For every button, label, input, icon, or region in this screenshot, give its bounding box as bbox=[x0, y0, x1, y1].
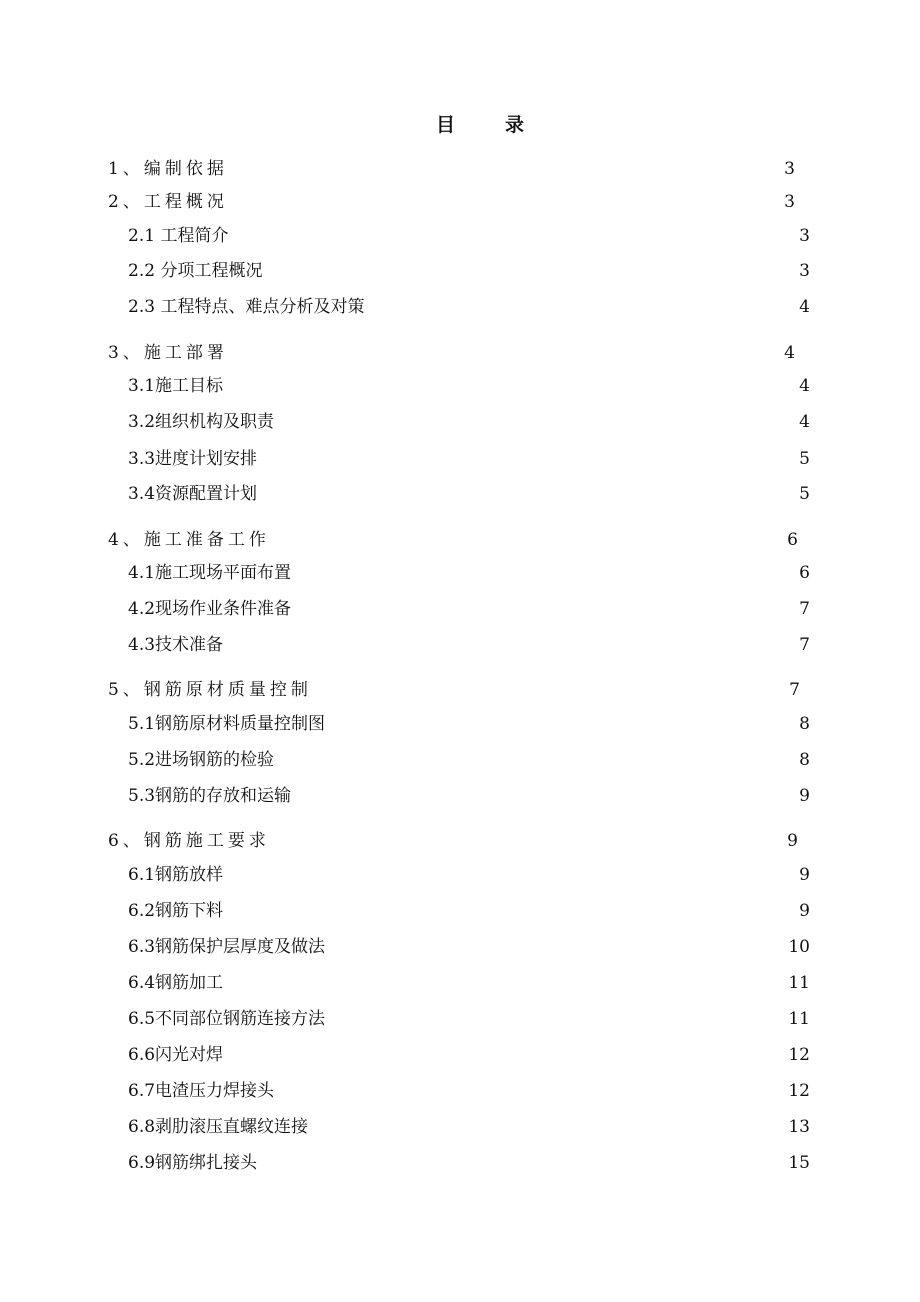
toc-entry-label: 1、编制依据 bbox=[108, 159, 228, 179]
toc-entry[interactable] bbox=[0, 560, 920, 586]
toc-entry-page: 9 bbox=[799, 865, 810, 885]
toc-title-char-1: 目 bbox=[435, 114, 455, 136]
toc-entry[interactable] bbox=[0, 747, 920, 773]
toc-entry-page: 4 bbox=[799, 376, 810, 396]
toc-entry[interactable] bbox=[0, 1042, 920, 1068]
toc-entry-label: 6.2钢筋下料 bbox=[128, 901, 224, 921]
toc-entry-label: 6、钢筋施工要求 bbox=[108, 831, 270, 851]
toc-entry-label: 3.2组织机构及职责 bbox=[128, 412, 275, 432]
toc-entry-label: 2.2 分项工程概况 bbox=[128, 261, 263, 281]
toc-entry-label: 2.3 工程特点、难点分析及对策 bbox=[128, 297, 365, 317]
toc-entry-page: 9 bbox=[799, 901, 810, 921]
toc-entry-page: 4 bbox=[799, 412, 810, 432]
toc-entry[interactable] bbox=[0, 258, 920, 284]
toc-entry-page: 13 bbox=[788, 1117, 810, 1137]
toc-entry-page: 3 bbox=[799, 226, 810, 246]
toc-entry[interactable] bbox=[0, 481, 920, 507]
toc-entry[interactable] bbox=[0, 677, 920, 703]
toc-entry[interactable] bbox=[0, 1006, 920, 1032]
toc-entry[interactable] bbox=[0, 340, 920, 366]
toc-entry[interactable] bbox=[0, 828, 920, 854]
toc-entry-page: 8 bbox=[799, 750, 810, 770]
toc-entry-page: 3 bbox=[799, 261, 810, 281]
toc-entry-label: 4.3技术准备 bbox=[128, 635, 224, 655]
toc-entry-page: 9 bbox=[787, 831, 798, 851]
toc-entry-label: 5.1钢筋原材料质量控制图 bbox=[128, 714, 326, 734]
toc-entry-page: 12 bbox=[788, 1081, 810, 1101]
toc-entry-page: 3 bbox=[784, 192, 795, 212]
toc-entry[interactable] bbox=[0, 970, 920, 996]
toc-entry-label: 5.3钢筋的存放和运输 bbox=[128, 786, 292, 806]
toc-entry-page: 7 bbox=[799, 635, 810, 655]
toc-entry[interactable] bbox=[0, 189, 920, 215]
toc-entry-label: 4.2现场作业条件准备 bbox=[128, 599, 292, 619]
toc-entry-label: 3.4资源配置计划 bbox=[128, 484, 258, 504]
toc-entry[interactable] bbox=[0, 446, 920, 472]
toc-entry-label: 2.1 工程简介 bbox=[128, 226, 229, 246]
toc-entry-label: 6.4钢筋加工 bbox=[128, 973, 224, 993]
toc-entry-page: 11 bbox=[788, 973, 810, 993]
toc-entry[interactable] bbox=[0, 223, 920, 249]
toc-entry-page: 7 bbox=[789, 680, 800, 700]
toc-entry-page: 12 bbox=[788, 1045, 810, 1065]
toc-entry-page: 15 bbox=[788, 1153, 810, 1173]
toc-entry-label: 3.1施工目标 bbox=[128, 376, 224, 396]
toc-entry-label: 4.1施工现场平面布置 bbox=[128, 563, 292, 583]
toc-entry[interactable] bbox=[0, 711, 920, 737]
toc-entry[interactable] bbox=[0, 527, 920, 553]
toc-entry-page: 5 bbox=[799, 484, 810, 504]
toc-entry[interactable] bbox=[0, 409, 920, 435]
toc-entry-label: 5.2进场钢筋的检验 bbox=[128, 750, 275, 770]
toc-entry[interactable] bbox=[0, 783, 920, 809]
toc-entry-page: 4 bbox=[784, 343, 795, 363]
toc-entry-page: 5 bbox=[799, 449, 810, 469]
toc-entry[interactable] bbox=[0, 862, 920, 888]
toc-entry-label: 6.9钢筋绑扎接头 bbox=[128, 1153, 258, 1173]
toc-entry-page: 4 bbox=[799, 297, 810, 317]
toc-entry-label: 6.6闪光对焊 bbox=[128, 1045, 224, 1065]
toc-entry-page: 8 bbox=[799, 714, 810, 734]
toc-entry-label: 6.7电渣压力焊接头 bbox=[128, 1081, 275, 1101]
toc-entry-label: 3.3进度计划安排 bbox=[128, 449, 258, 469]
toc-entry[interactable] bbox=[0, 156, 920, 182]
toc-entry[interactable] bbox=[0, 1114, 920, 1140]
toc-title-char-2: 录 bbox=[505, 114, 525, 136]
toc-entry-page: 6 bbox=[787, 530, 798, 550]
toc-entry-label: 5、钢筋原材质量控制 bbox=[108, 680, 312, 700]
toc-entry[interactable] bbox=[0, 294, 920, 320]
toc-entry-label: 2、工程概况 bbox=[108, 192, 228, 212]
toc-entry[interactable] bbox=[0, 373, 920, 399]
toc-entry-label: 6.8剥肋滚压直螺纹连接 bbox=[128, 1117, 309, 1137]
toc-entry-label: 4、施工准备工作 bbox=[108, 530, 270, 550]
toc-entry-label: 3、施工部署 bbox=[108, 343, 228, 363]
toc-entry[interactable] bbox=[0, 898, 920, 924]
toc-entry-page: 3 bbox=[784, 159, 795, 179]
toc-entry-page: 11 bbox=[788, 1009, 810, 1029]
toc-entry-page: 6 bbox=[799, 563, 810, 583]
toc-entry[interactable] bbox=[0, 1150, 920, 1176]
toc-entry[interactable] bbox=[0, 1078, 920, 1104]
toc-title bbox=[0, 112, 920, 138]
toc-entry-label: 6.5不同部位钢筋连接方法 bbox=[128, 1009, 326, 1029]
toc-entry[interactable] bbox=[0, 596, 920, 622]
toc-entry-label: 6.3钢筋保护层厚度及做法 bbox=[128, 937, 326, 957]
toc-entry-label: 6.1钢筋放样 bbox=[128, 865, 224, 885]
toc-entry[interactable] bbox=[0, 934, 920, 960]
toc-entry-page: 7 bbox=[799, 599, 810, 619]
toc-entry-page: 9 bbox=[799, 786, 810, 806]
toc-entry-page: 10 bbox=[788, 937, 810, 957]
toc-entry[interactable] bbox=[0, 632, 920, 658]
